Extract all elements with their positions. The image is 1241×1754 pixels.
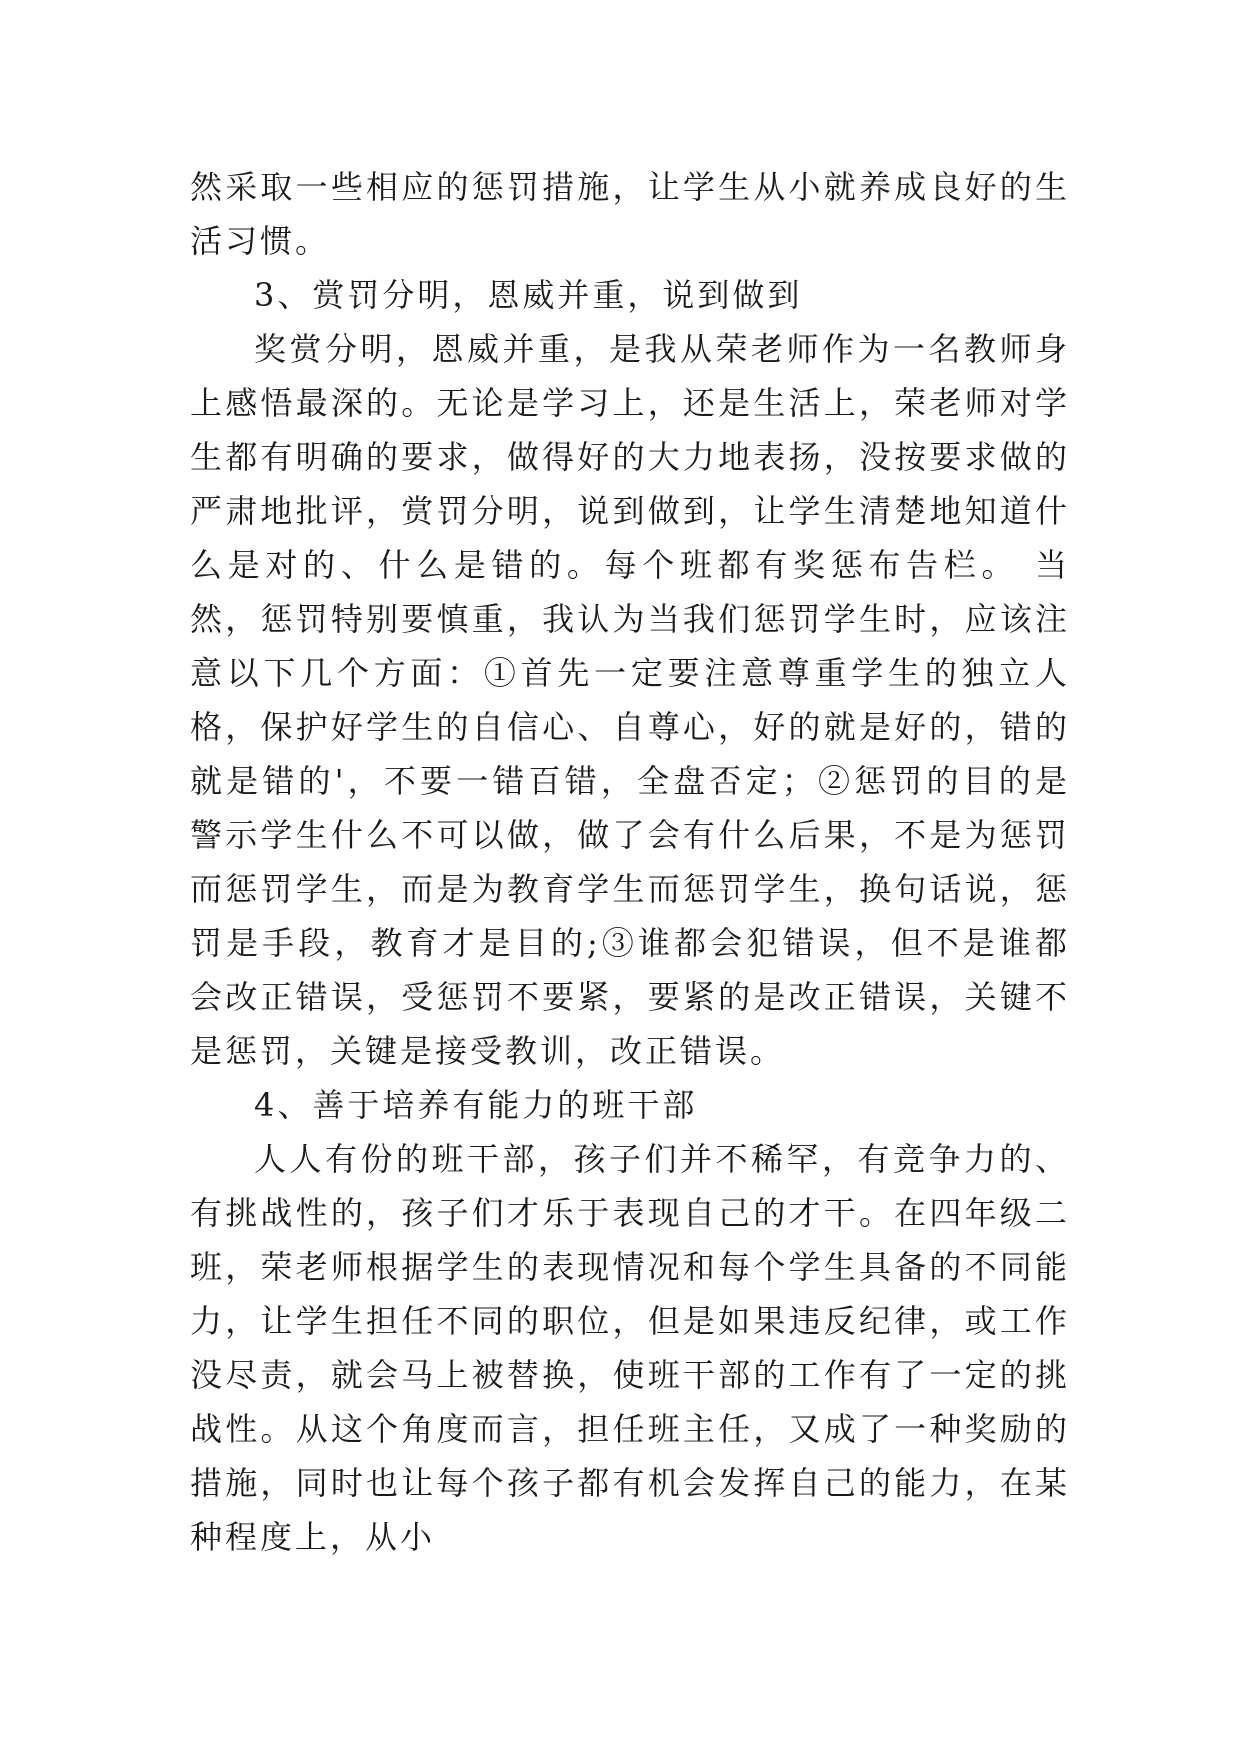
section-heading-3: 3、赏罚分明，恩威并重，说到做到 bbox=[254, 276, 803, 314]
document-body bbox=[190, 160, 1070, 1564]
paragraph-class-leaders: 人人有份的班干部，孩子们并不稀罕，有竞争力的、有挑战性的，孩子们才乐于表现自己的才干。在四年级二班，荣老师根据学生的表现情况和每个学生具备的不同能力，让学生担任不同的职位，但是如果违反纪律，或工作没尽责，就会马上被替换，使班干部的工作有了一定的挑战性。从这个角度而言，担任班主任，又成了一种奖励的措施，同时也让每个孩子都有机会发挥自己的能力，在某种程度上，从小 bbox=[190, 1140, 1070, 1556]
paragraph-continuation: 然采取一些相应的惩罚措施，让学生从小就养成良好的生活习惯。 bbox=[190, 168, 1070, 260]
section-heading-4: 4、善于培养有能力的班干部 bbox=[254, 1086, 698, 1124]
paragraph-rewards-punishments: 奖赏分明，恩威并重，是我从荣老师作为一名教师身上感悟最深的。无论是学习上，还是生活上，荣老师对学生都有明确的要求，做得好的大力地表扬，没按要求做的严肃地批评，赏罚分明，说到做到，让学生清楚地知道什么是对的、什么是错的。每个班都有奖惩布告栏。 当然，惩罚特别要慎重，我认为当我们惩罚学生时，应该注意以下几个方面：①首先一定要注意尊重学生的独立人格，保护好学生的自信心、自尊心，好的就是好的，错的就是错的'，不要一错百错，全盘否定；②惩罚的目的是警示学生什么不可以做，做了会有什么后果，不是为惩罚而惩罚学生，而是为教育学生而惩罚学生，换句话说，惩罚是手段，教育才是目的;③谁都会犯错误，但不是谁都会改正错误，受惩罚不要紧，要紧的是改正错误，关键不是惩罚，关键是接受教训，改正错误。 bbox=[190, 330, 1070, 1070]
